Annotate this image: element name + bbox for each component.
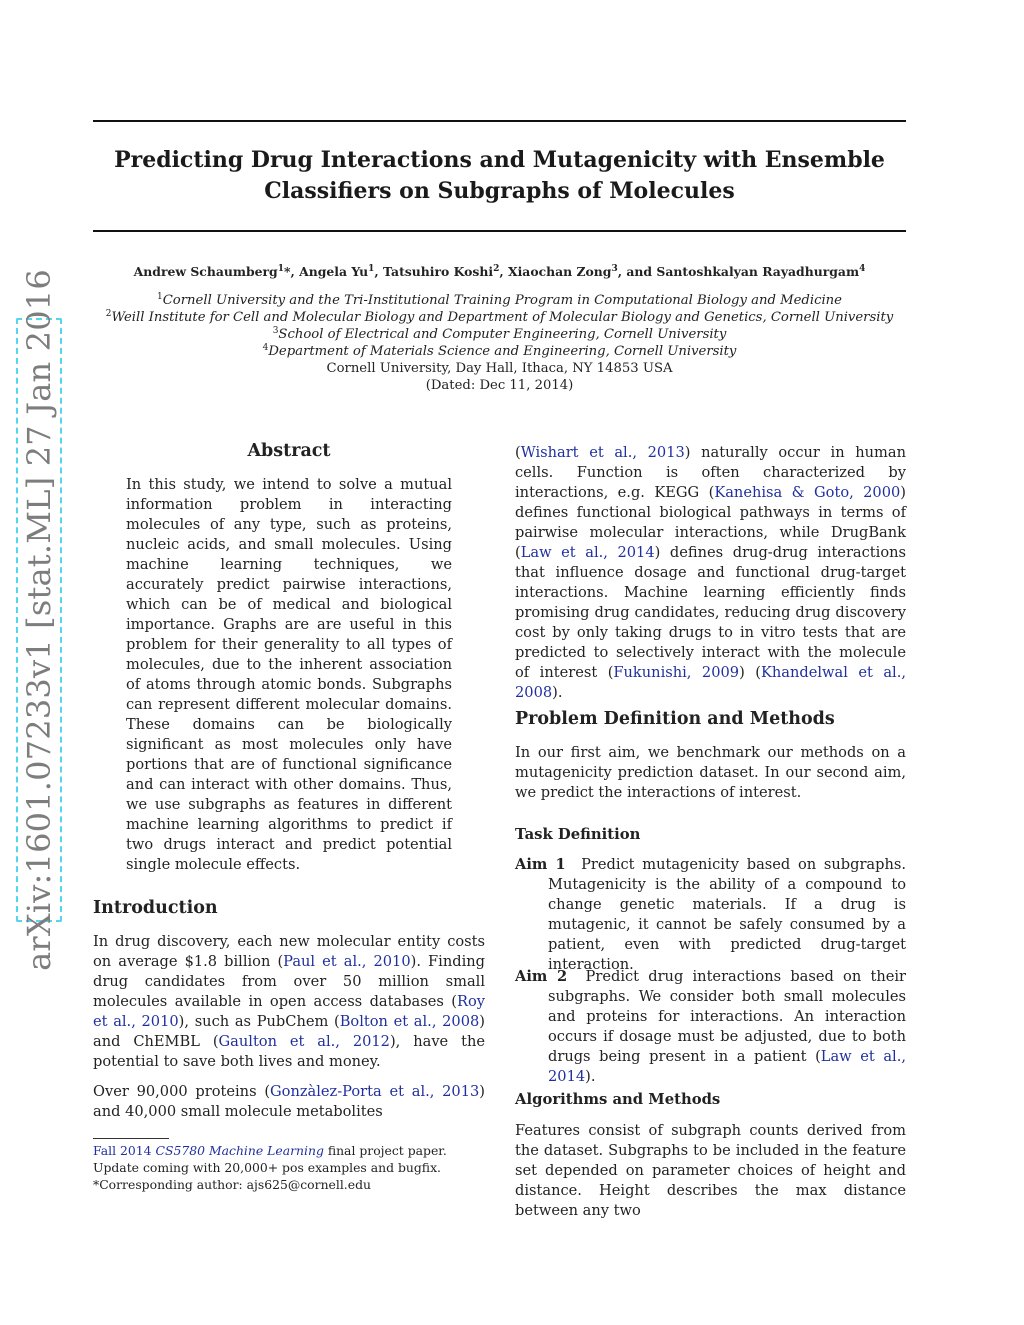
footnote-line-3: *Corresponding author: ajs625@cornell.edu (93, 1177, 371, 1192)
paper-title (93, 145, 906, 207)
citation-link[interactable]: Gonzàlez-Porta et al., 2013 (270, 1083, 480, 1100)
aim-1-label: Aim 1 (515, 856, 566, 873)
citation-link[interactable]: Fukunishi, 2009 (613, 664, 740, 681)
affiliation-1: $^1$Cornell University and the Tri-Institutional Training Program in Computational Biology and Medicine (156, 292, 842, 308)
affiliation-4: $^4$Department of Materials Science and Engineering, Cornell University (262, 343, 737, 359)
title-line-1: Predicting Drug Interactions and Mutagenicity with Ensemble (114, 147, 885, 173)
abstract-text: In this study, we intend to solve a mutual information problem in interacting molecules of any type, such as proteins, nucleic acids, and small molecules. Using machine learning techniques, we accurately predict pairwise interactions, which can be of medical and biological importance. Graphs are are useful in this problem for their generality to all types of molecules, due to the inherent association of atoms through atomic bonds. Subgraphs can represent different molecular domains. These domains can be biologically significant as most molecules only have portions that are of functional significance and can interact with other domains. Thus, we use subgraphs as features in different machine learning algorithms to predict if two drugs interact and predict potential single molecule effects. (126, 476, 452, 873)
intro-paragraph-1: In drug discovery, each new molecular entity costs on average $1.8 billion (Paul et al., 2010). Finding drug candidates from over 50 million small molecules available in open access databases (Roy et al., 2010), such as PubChem (Bolton et al., 2008) and ChEMBL (Gaulton et al., 2012), have the potential to save both lives and money. (93, 933, 486, 1070)
affiliation-2: $^2$Weill Institute for Cell and Molecular Biology and Department of Molecular Biology and Genetics, Cornell University (105, 309, 894, 325)
aim-2-label: Aim 2 (515, 968, 568, 985)
introduction-body (93, 932, 485, 1122)
affiliations (93, 292, 906, 394)
abstract-body (126, 475, 452, 875)
author-list (93, 264, 906, 279)
footnote-rule (93, 1138, 169, 1139)
dated: (Dated: Dec 11, 2014) (425, 378, 574, 393)
problem-heading: Problem Definition and Methods (515, 709, 835, 729)
citation-link[interactable]: Law et al., 2014 (548, 1048, 906, 1085)
author: Andrew Schaumberg$^1$*, (133, 264, 300, 279)
right-intro-paragraph: (Wishart et al., 2013) naturally occur in human cells. Function is often characterized by interactions, e.g. KEGG (Kanehisa & Goto, 2000) defines functional biological pathways in terms of pairwise molecular interactions, while DrugBank (Law et al., 2014) defines drug-drug interactions that influence dosage and functional drug-target interactions. Machine learning efficiently finds promising drug candidates, reducing drug discovery cost by only taking drugs to in vitro tests that are predicted to selectively interact with the molecule of interest (Fukunishi, 2009) (Khandelwal et al., 2008). (515, 444, 907, 701)
problem-body (515, 743, 906, 803)
abstract-heading: Abstract (247, 441, 331, 461)
aim-2-text: Predict drug interactions based on their subgraphs. We consider both small molecules and proteins for interactions. An interaction occurs if dosage must be adjusted, due to both drugs being present in a patient ( (548, 968, 906, 1065)
citation-link[interactable]: Roy et al., 2010 (93, 993, 485, 1030)
algorithms-body (515, 1121, 906, 1221)
affiliation-3: $^3$School of Electrical and Computer Engineering, Cornell University (272, 326, 727, 342)
top-rule (93, 120, 906, 122)
citation-link[interactable]: Paul et al., 2010 (283, 953, 411, 970)
algorithms-heading: Algorithms and Methods (515, 1091, 721, 1108)
address: Cornell University, Day Hall, Ithaca, NY 14853 USA (326, 361, 673, 376)
citation-link[interactable]: Bolton et al., 2008 (339, 1013, 480, 1030)
citation-link[interactable]: Law et al., 2014 (520, 544, 655, 561)
author: Xiaochan Zong$^3$, and (507, 264, 657, 279)
author: Angela Yu$^1$, (299, 264, 384, 279)
footnote-line-1: Fall 2014 CS5780 Machine Learning final project paper. (93, 1143, 447, 1158)
citation-link[interactable]: Gaulton et al., 2012 (218, 1033, 390, 1050)
author: Tatsuhiro Koshi$^2$, (383, 264, 508, 279)
intro-paragraph-2: Over 90,000 proteins (Gonzàlez-Porta et al., 2013) and 40,000 small molecule metabolites (93, 1083, 485, 1120)
arxiv-id[interactable]: arXiv:1601.07233v1 [stat.ML] 27 Jan 2016 (20, 269, 58, 971)
title-bottom-rule (93, 230, 906, 232)
aim-1-text: Predict mutagenicity based on subgraphs. Mutagenicity is the ability of a compound to change genetic materials. If a drug is mutagenic, it cannot be safely consumed by a patient, even with predicted drug-target interaction. (548, 856, 907, 973)
introduction-heading: Introduction (93, 898, 218, 918)
author: Santoshkalyan Rayadhurgam$^4$ (656, 264, 866, 279)
citation-link[interactable]: Khandelwal et al., 2008 (515, 664, 907, 701)
aim-1 (515, 855, 906, 975)
citation-link[interactable]: Kanehisa & Goto, 2000 (714, 484, 901, 501)
task-heading: Task Definition (515, 826, 641, 843)
right-intro-body (515, 443, 906, 703)
footnote-line-2: Update coming with 20,000+ pos examples and bugfix. (93, 1160, 441, 1175)
citation-link[interactable]: Wishart et al., 2013 (520, 444, 685, 461)
footnote (93, 1142, 493, 1193)
title-line-2: Classifiers on Subgraphs of Molecules (264, 178, 735, 204)
problem-text: In our first aim, we benchmark our methods on a mutagenicity prediction dataset. In our second aim, we predict the interactions of interest. (515, 744, 906, 801)
aim-2: Aim 2 Predict drug interactions based on their subgraphs. We consider both small molecules and proteins for interactions. An interaction occurs if dosage must be adjusted, due to both drugs being present in a patient (Law et al., 2014). (515, 968, 906, 1085)
course-link[interactable]: Fall 2014 CS5780 Machine Learning (93, 1143, 324, 1158)
algorithms-text: Features consist of subgraph counts derived from the dataset. Subgraphs to be included in the feature set depended on parameter choices of height and distance. Height describes the max distance between any two (515, 1122, 906, 1219)
